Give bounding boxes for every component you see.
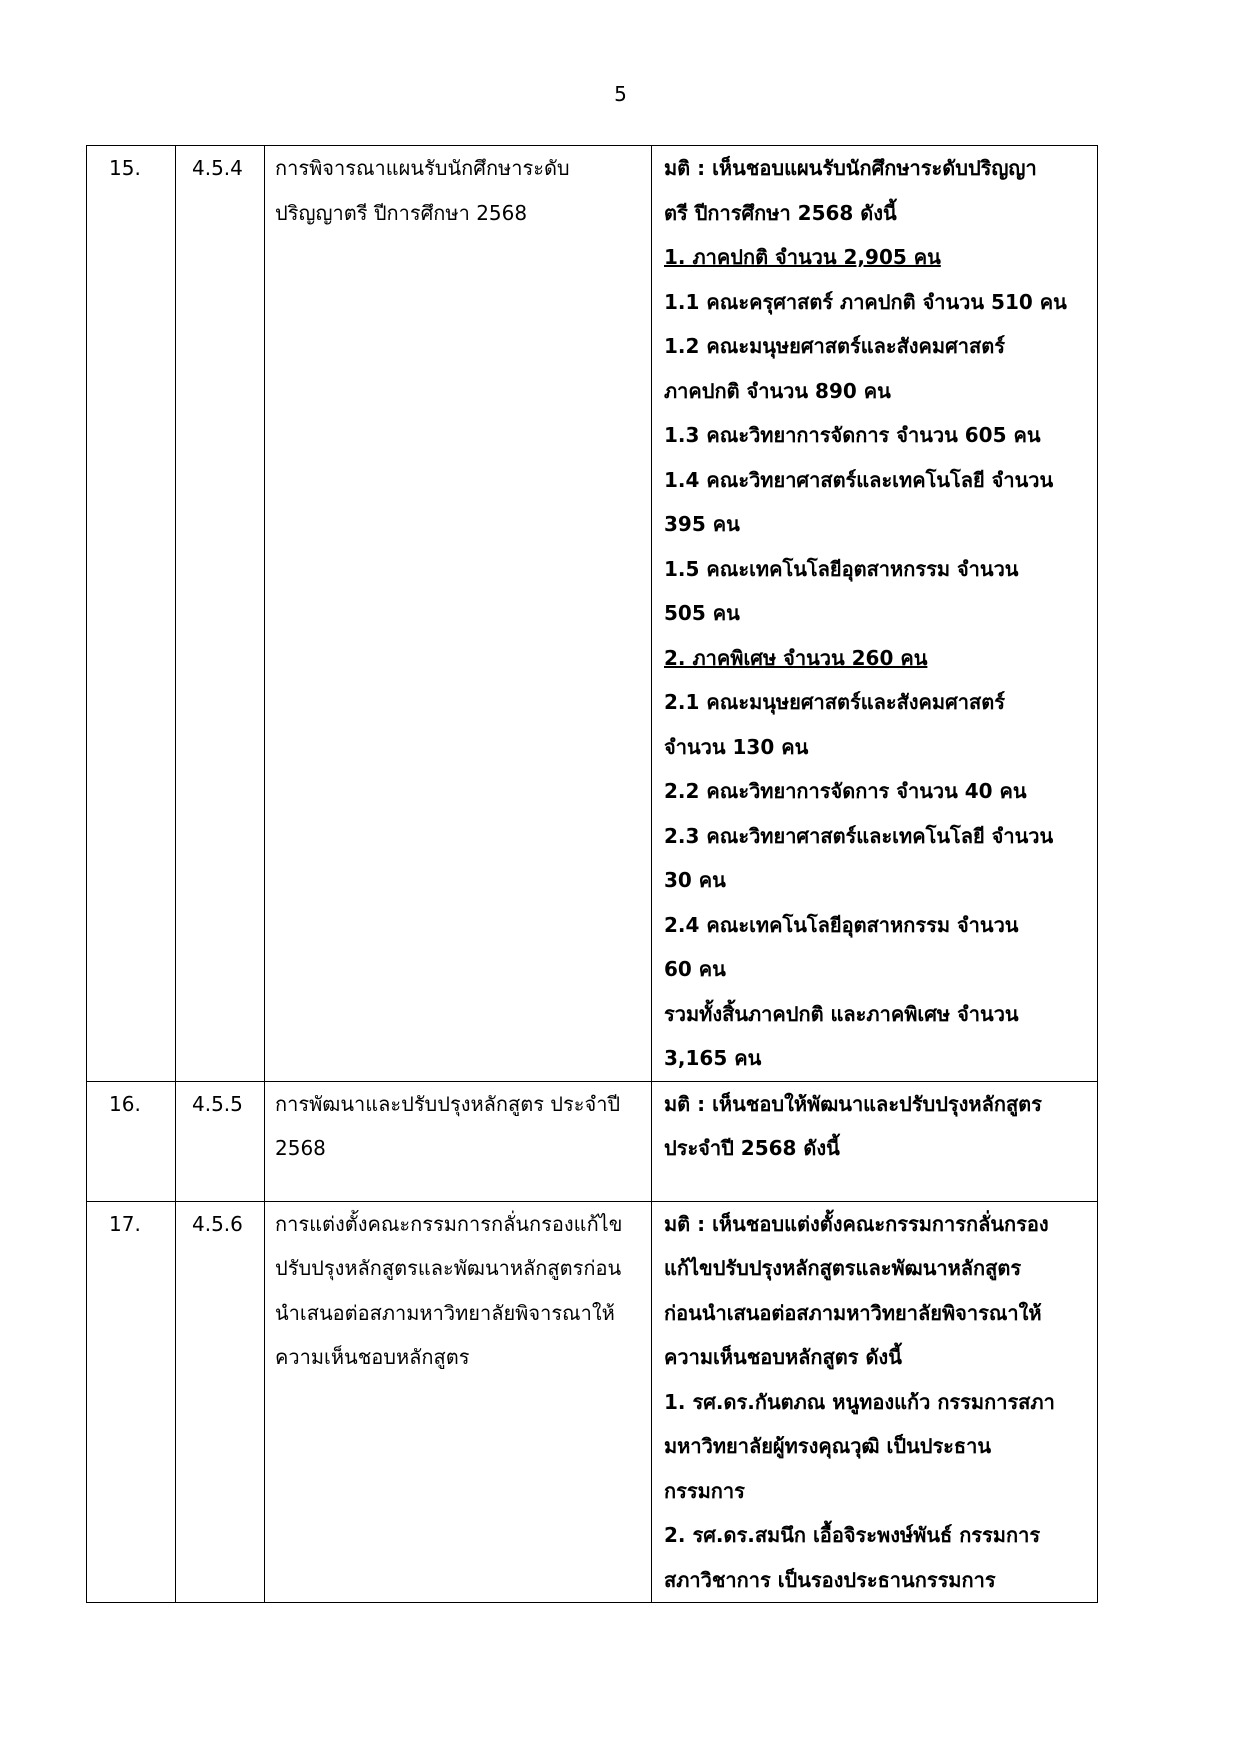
topic-cell xyxy=(265,1201,652,1603)
table-row xyxy=(87,146,1098,1082)
resolution-line: มติ : เห็นชอบให้พัฒนาและปรับปรุงหลักสูตร xyxy=(664,1091,1042,1116)
resolution-line: 505 คน xyxy=(664,601,740,625)
topic-line: ปริญญาตรี ปีการศึกษา 2568 xyxy=(275,200,528,225)
topic-line: 2568 xyxy=(275,1136,326,1160)
resolution-line: แก้ไขปรับปรุงหลักสูตรและพัฒนาหลักสูตร xyxy=(664,1256,1022,1280)
resolution-line: 1.3 คณะวิทยาการจัดการ จำนวน 605 คน xyxy=(664,423,1041,447)
resolution-line: 2.4 คณะเทคโนโลยีอุตสาหกรรม จำนวน xyxy=(664,912,1019,937)
resolution-line: 395 คน xyxy=(664,512,740,536)
resolution-line: มติ : เห็นชอบแผนรับนักศึกษาระดับปริญญา xyxy=(664,156,1037,180)
resolution-heading: 2. ภาคพิเศษ จำนวน 260 คน xyxy=(664,645,928,670)
row-number: 17. xyxy=(87,1201,176,1603)
resolution-cell xyxy=(652,1201,1098,1603)
agenda-number: 4.5.5 xyxy=(176,1081,265,1201)
topic-cell xyxy=(265,1081,652,1201)
resolution-line: 60 คน xyxy=(664,957,726,981)
resolution-line: 1.1 คณะครุศาสตร์ ภาคปกติ จำนวน 510 คน xyxy=(664,289,1067,314)
resolution-cell xyxy=(652,146,1098,1082)
row-number: 15. xyxy=(87,146,176,1082)
resolution-line: รวมทั้งสิ้นภาคปกติ และภาคพิเศษ จำนวน xyxy=(664,1001,1019,1026)
resolution-line: ตรี ปีการศึกษา 2568 ดังนี้ xyxy=(664,200,897,225)
resolution-cell xyxy=(652,1081,1098,1201)
resolution-line: 1.4 คณะวิทยาศาสตร์และเทคโนโลยี จำนวน xyxy=(664,467,1054,492)
table-row xyxy=(87,1201,1098,1603)
minutes-table xyxy=(86,145,1098,1603)
topic-cell xyxy=(265,146,652,1082)
resolution-line: 1.2 คณะมนุษยศาสตร์และสังคมศาสตร์ xyxy=(664,334,1005,358)
table-row xyxy=(87,1081,1098,1201)
resolution-heading: 1. ภาคปกติ จำนวน 2,905 คน xyxy=(664,245,941,269)
row-number: 16. xyxy=(87,1081,176,1201)
resolution-line: 2.2 คณะวิทยาการจัดการ จำนวน 40 คน xyxy=(664,779,1027,803)
agenda-number: 4.5.6 xyxy=(176,1201,265,1603)
agenda-number: 4.5.4 xyxy=(176,146,265,1082)
resolution-line: ภาคปกติ จำนวน 890 คน xyxy=(664,378,891,403)
topic-line: ความเห็นชอบหลักสูตร xyxy=(275,1345,470,1369)
resolution-line: ความเห็นชอบหลักสูตร ดังนี้ xyxy=(664,1345,902,1369)
resolution-line: ประจำปี 2568 ดังนี้ xyxy=(664,1136,840,1160)
resolution-line: 1. รศ.ดร.กันตภณ หนูทองแก้ว กรรมการสภา xyxy=(664,1389,1055,1414)
resolution-line: จำนวน 130 คน xyxy=(664,734,809,759)
resolution-line: มหาวิทยาลัยผู้ทรงคุณวุฒิ เป็นประธาน xyxy=(664,1434,992,1458)
resolution-line: 3,165 คน xyxy=(664,1046,762,1070)
resolution-line: 30 คน xyxy=(664,868,726,892)
resolution-line: 2.3 คณะวิทยาศาสตร์และเทคโนโลยี จำนวน xyxy=(664,823,1054,848)
topic-line: การพิจารณาแผนรับนักศึกษาระดับ xyxy=(275,156,570,180)
resolution-line: 2.1 คณะมนุษยศาสตร์และสังคมศาสตร์ xyxy=(664,690,1005,714)
spacer xyxy=(664,1171,1087,1201)
topic-line: การพัฒนาและปรับปรุงหลักสูตร ประจำปี xyxy=(275,1091,621,1116)
resolution-line: ก่อนนำเสนอต่อสภามหาวิทยาลัยพิจารณาให้ xyxy=(664,1300,1042,1325)
resolution-line: มติ : เห็นชอบแต่งตั้งคณะกรรมการกลั่นกรอง xyxy=(664,1211,1049,1236)
resolution-line: กรรมการ xyxy=(664,1478,745,1503)
topic-line: การแต่งตั้งคณะกรรมการกลั่นกรองแก้ไข xyxy=(275,1211,623,1236)
resolution-line: 1.5 คณะเทคโนโลยีอุตสาหกรรม จำนวน xyxy=(664,556,1019,581)
topic-line: นำเสนอต่อสภามหาวิทยาลัยพิจารณาให้ xyxy=(275,1300,615,1325)
page-number: 5 xyxy=(614,82,627,106)
resolution-line: 2. รศ.ดร.สมนึก เอื้อจิระพงษ์พันธ์ กรรมการ xyxy=(664,1523,1041,1547)
topic-line: ปรับปรุงหลักสูตรและพัฒนาหลักสูตรก่อน xyxy=(275,1256,622,1280)
resolution-line: สภาวิชาการ เป็นรองประธานกรรมการ xyxy=(664,1567,996,1592)
